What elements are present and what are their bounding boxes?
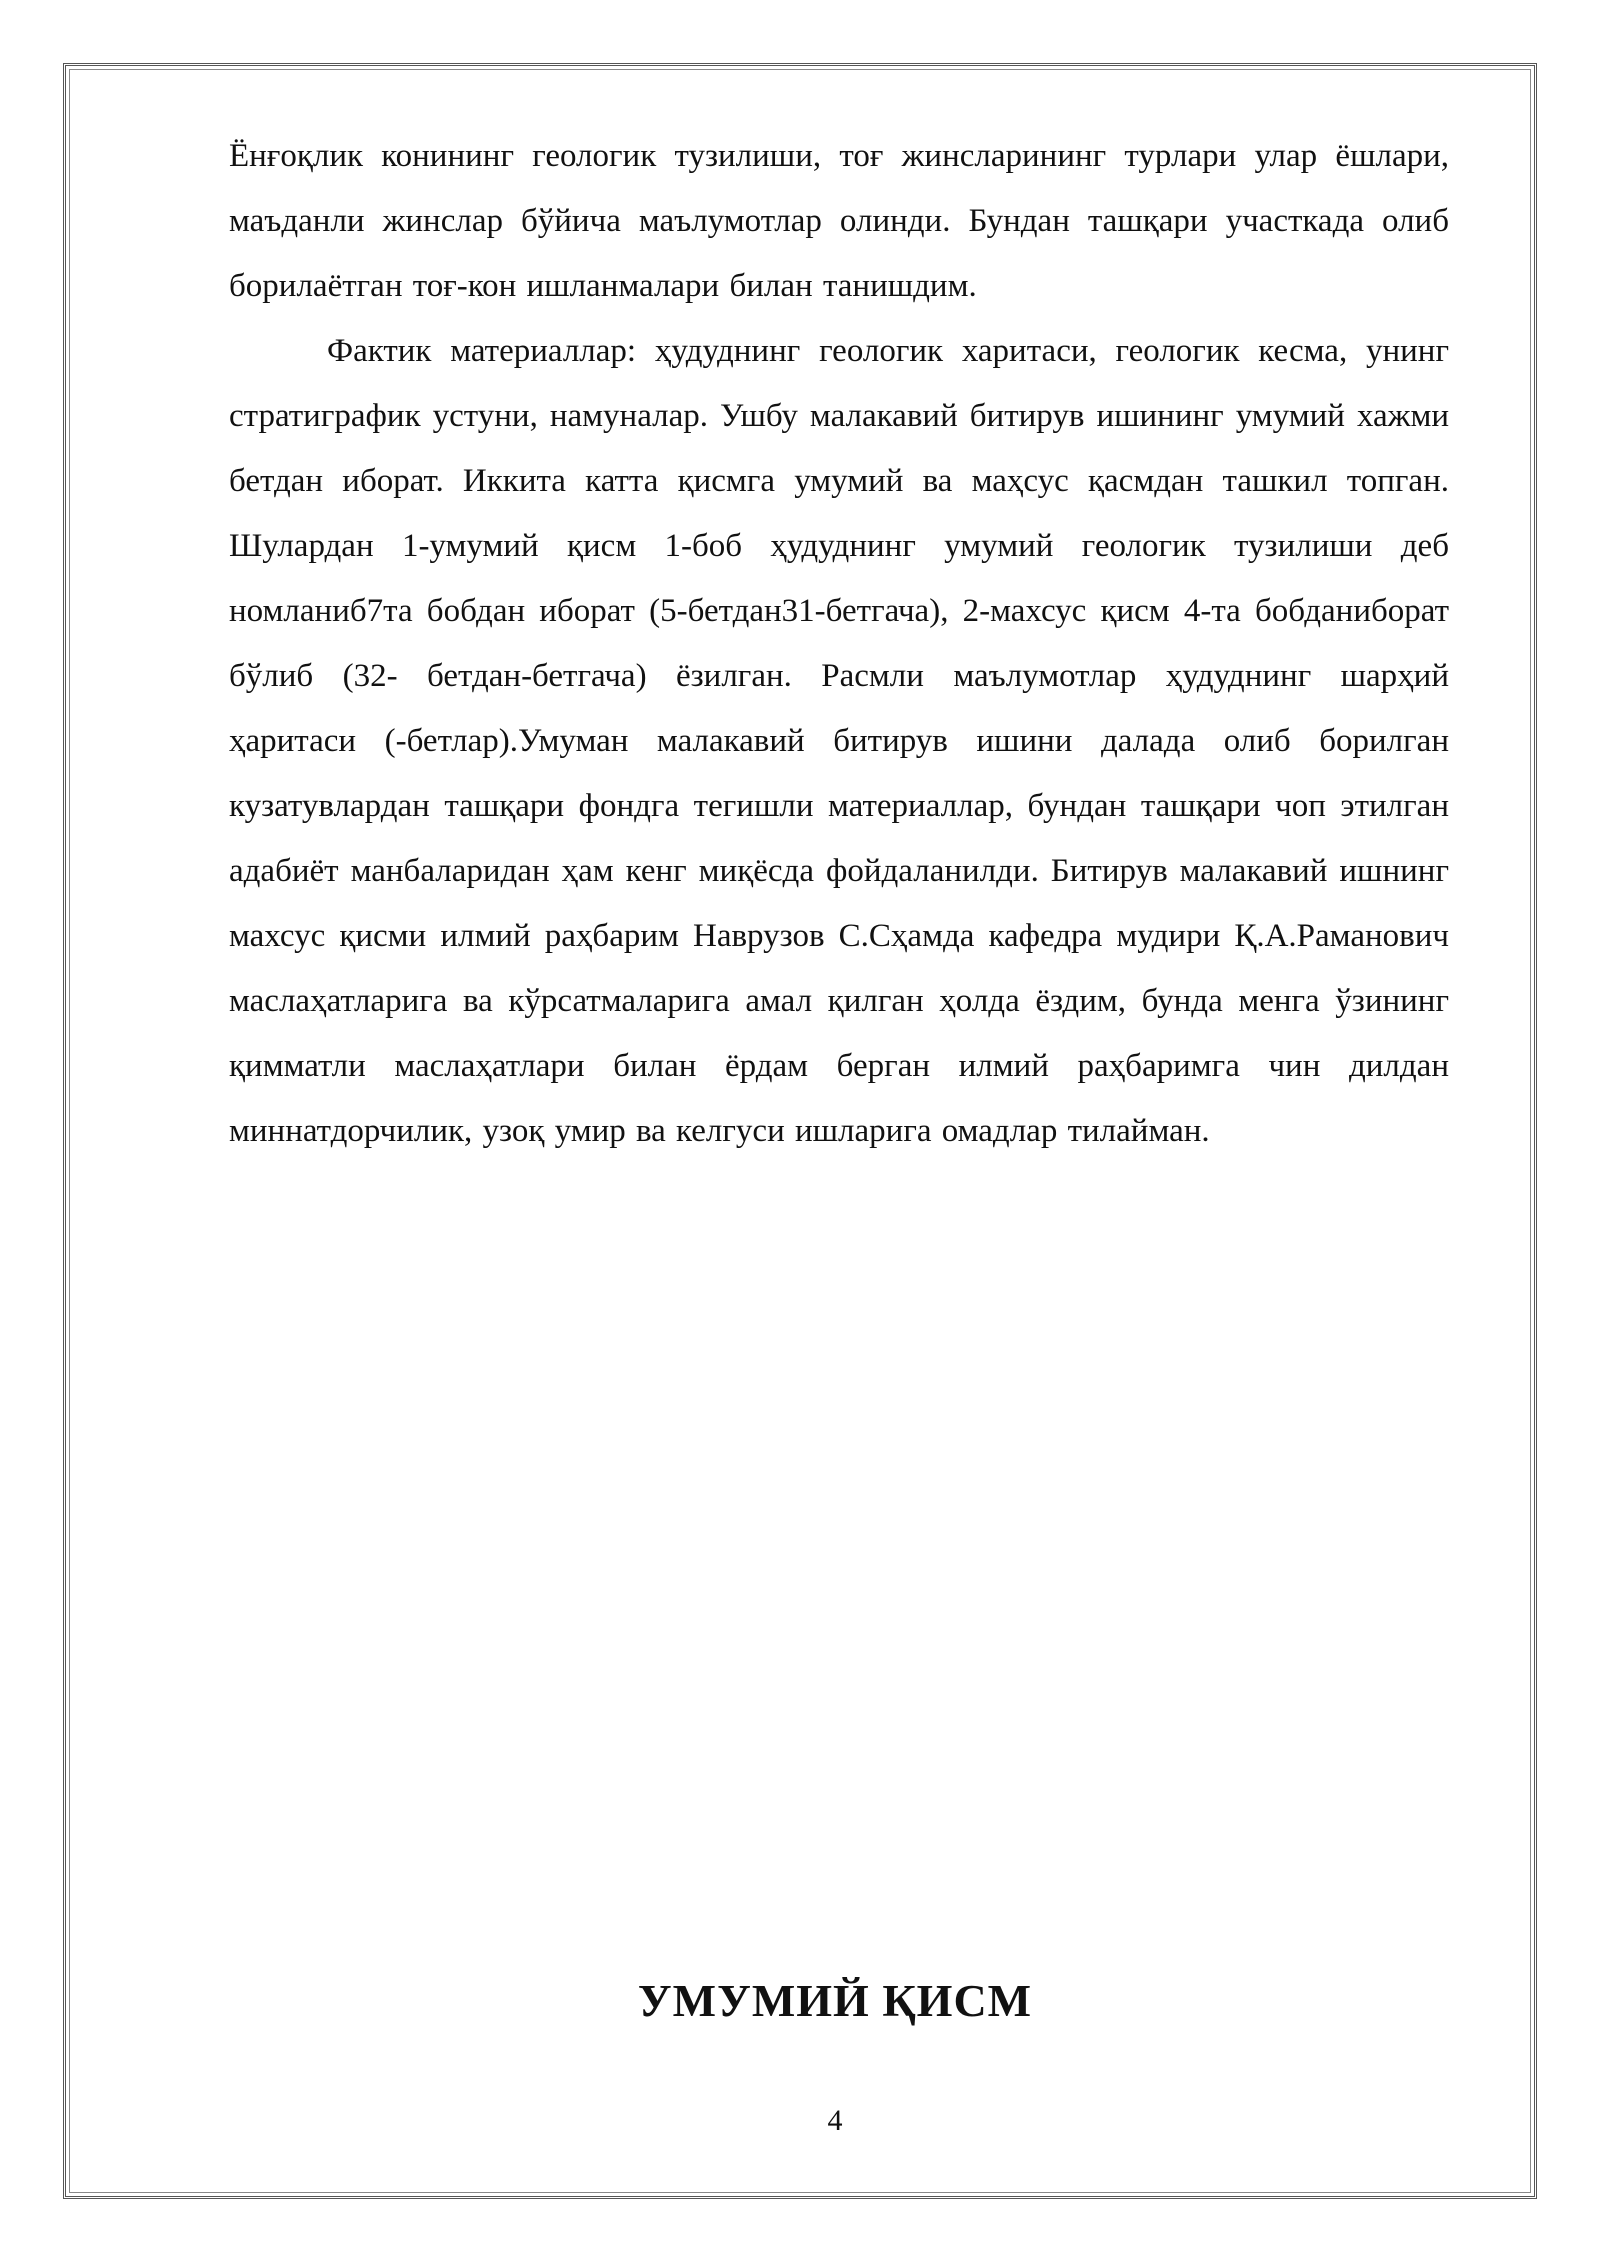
paragraph-materials: Фактик материаллар: ҳудуднинг геологик харитаси, геологик кесма, унинг стратиграфик устуни, намуналар. Ушбу малакавий битирув ишининг умумий хажми бетдан иборат. Иккита катта қисмга умумий ва маҳсус қасмдан ташкил топган. Шулардан 1-умумий қисм 1-боб ҳудуднинг умумий геологик тузилиши деб номланиб7та бобдан иборат (5-бетдан31-бетгача), 2-махсус қисм 4-та бобданиборат бўлиб (32- бетдан-бетгача) ёзилган. Расмли маълумотлар ҳудуднинг шарҳий ҳаритаси (-бетлар).Умуман малакавий битирув ишини далада олиб борилган кузатувлардан ташқари фондга тегишли материаллар, бундан ташқари чоп этилган адабиёт манбаларидан ҳам кенг миқёсда фойдаланилди. Битирув малакавий ишнинг махсус қисми илмий раҳбарим Наврузов С.Сҳамда кафедра мудири Қ.А.Раманович маслаҳатларига ва кўрсатмаларига амал қилган ҳолда ёздим, бунда менга ўзининг қимматли маслаҳатлари билан ёрдам берган илмий раҳбаримга чин дилдан миннатдорчилик, узоқ умир ва келгуси ишларига омадлар тилайман.: [229, 333, 1449, 1149]
section-heading: УМУМИЙ ҚИСМ: [637, 1975, 1033, 2026]
document-body: [229, 124, 1449, 1164]
page-number: 4: [827, 2104, 843, 2137]
paragraph-intro: Ёнғоқлик конининг геологик тузилиши, тоғ жинсларининг турлари улар ёшлари, маъданли жинслар бўйича маълумотлар олинди. Бундан ташқари участкада олиб борилаётган тоғ-кон ишланмалари билан танишдим.: [229, 138, 1449, 304]
